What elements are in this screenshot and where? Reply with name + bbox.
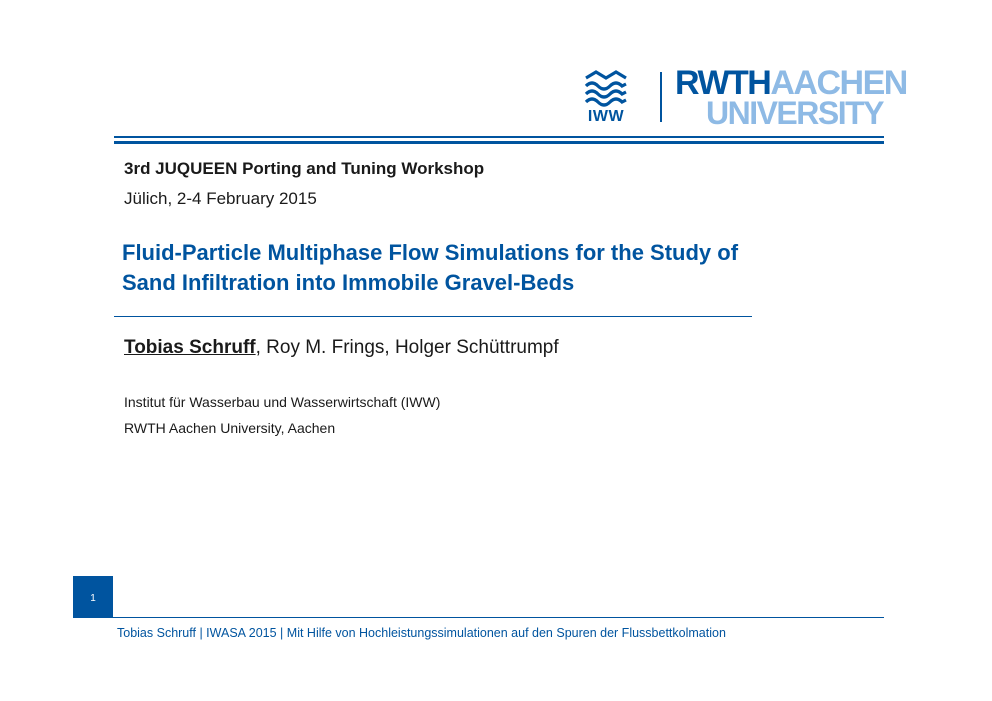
presenting-author: Tobias Schruff (124, 337, 256, 358)
talk-title (122, 238, 822, 298)
header-rule-thin (114, 136, 884, 138)
affiliation-university: RWTH Aachen University, Aachen (124, 420, 336, 436)
logo-divider (660, 72, 662, 122)
iww-logo (584, 70, 644, 126)
workshop-title: 3rd JUQUEEN Porting and Tuning Workshop (124, 159, 485, 178)
iww-logo-text: IWW (587, 108, 625, 125)
footer-text: Tobias Schruff | IWASA 2015 | Mit Hilfe von Hochleistungssimulationen auf den Spuren der Flussbettkolmation (117, 626, 726, 640)
title-rule (114, 316, 752, 317)
rwth-logo-aachen: AACHEN (770, 64, 907, 102)
talk-title-line: Sand Infiltration into Immobile Gravel-Beds (122, 270, 575, 295)
iww-wave-icon (584, 70, 628, 108)
rwth-logo (675, 64, 907, 131)
talk-title-line: Fluid-Particle Multiphase Flow Simulations for the Study of (122, 240, 739, 265)
workshop-location-date: Jülich, 2-4 February 2015 (124, 189, 317, 208)
rwth-logo-university: UNIVERSITY (705, 95, 883, 131)
footer-rule (113, 617, 884, 618)
affiliation-institute: Institut für Wasserbau und Wasserwirtschaft (IWW) (124, 394, 441, 410)
rwth-logo-rwth: RWTH (675, 64, 771, 102)
co-authors: , Roy M. Frings, Holger Schüttrumpf (255, 337, 559, 358)
header-rule-thick (114, 141, 884, 144)
page-number: 1 (90, 593, 96, 604)
authors (124, 337, 559, 359)
page-number-box (73, 576, 113, 618)
